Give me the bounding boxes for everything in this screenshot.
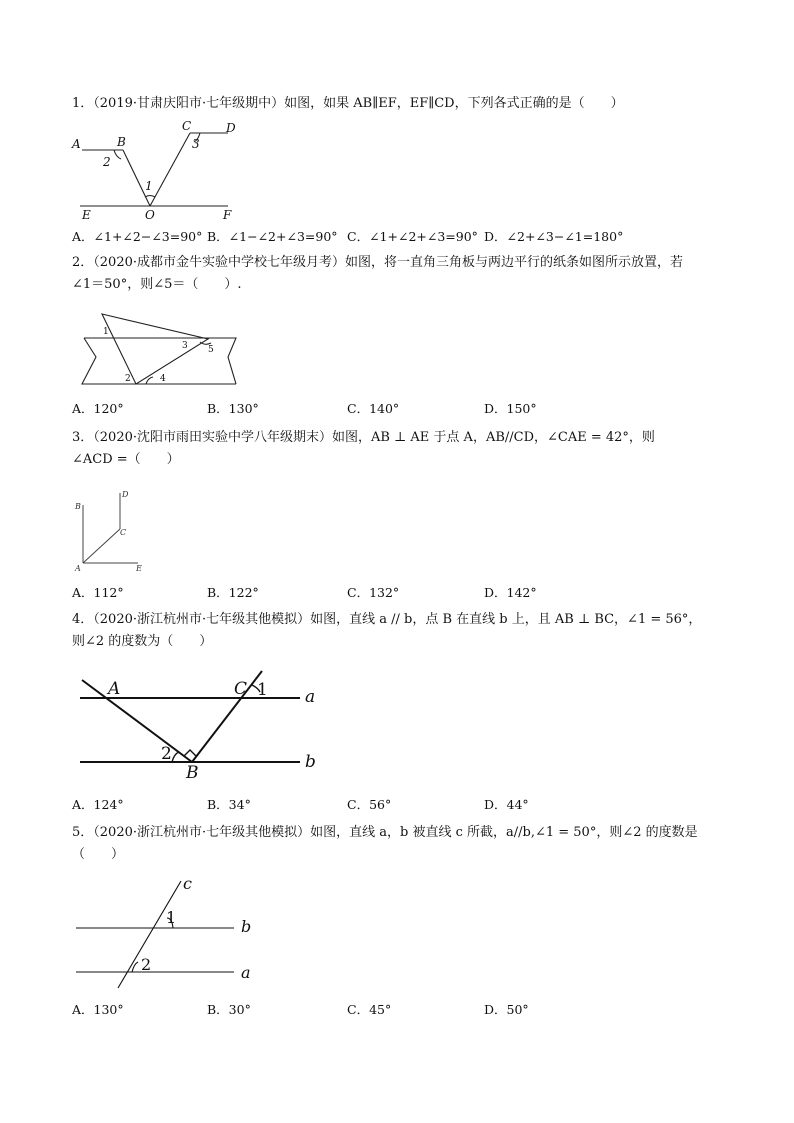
option-b[interactable]: B．130°: [207, 401, 259, 416]
right-angle-mark: [184, 750, 196, 756]
label-line-b: b: [305, 752, 316, 772]
option-a[interactable]: A．112°: [72, 585, 124, 600]
label-line-a: a: [241, 963, 251, 982]
label-b: B: [117, 135, 126, 149]
option-d[interactable]: D．∠2+∠3−∠1=180°: [484, 229, 624, 244]
question-3-text-line-1: 3．（2020·沈阳市雨田实验中学八年级期末）如图，AB ⊥ AE 于点 A，AB//CD，∠CAE = 42°，则: [72, 430, 655, 445]
label-angle-3: 3: [182, 341, 188, 351]
option-b[interactable]: B．∠1−∠2+∠3=90°: [207, 229, 338, 244]
label-a: A: [72, 137, 81, 151]
option-a[interactable]: A．∠1+∠2−∠3=90°: [72, 229, 203, 244]
label-c: C: [120, 528, 127, 537]
option-c[interactable]: C．132°: [347, 585, 400, 600]
label-line-b: b: [241, 917, 252, 936]
label-angle-1: 1: [257, 680, 268, 700]
question-2-text-line-1: 2．（2020·成都市金牛实验中学校七年级月考）如图，将一直角三角板与两边平行的纸条如图所示放置，若: [72, 255, 683, 270]
label-b-point: B: [186, 763, 199, 783]
option-a[interactable]: A．124°: [72, 797, 124, 812]
question-2-figure: [78, 310, 244, 390]
line-bc: [192, 671, 262, 762]
question-1-figure: [70, 118, 250, 222]
label-f: F: [223, 208, 232, 222]
label-angle-1: 1: [103, 327, 109, 337]
label-d: D: [122, 490, 129, 499]
label-b: B: [75, 502, 81, 511]
angle-2-arc: [172, 752, 179, 762]
option-d[interactable]: D．44°: [484, 797, 529, 812]
question-3: [72, 427, 722, 471]
label-angle-5: 5: [208, 345, 214, 355]
option-b[interactable]: B．30°: [207, 1002, 251, 1017]
angle-4-arc: [146, 377, 153, 384]
label-angle-2: 2: [141, 955, 152, 974]
segment-co: [150, 133, 190, 206]
label-angle-1: 1: [145, 179, 153, 193]
question-1: [72, 93, 722, 115]
option-a[interactable]: A．130°: [72, 1002, 124, 1017]
label-angle-4: 4: [160, 374, 166, 384]
question-5-figure: [72, 874, 262, 992]
label-c: C: [182, 119, 192, 133]
question-1-text: 1．（2019·甘肃庆阳市·七年级期中）如图，如果 AB∥EF，EF∥CD，下列各式正确的是（ ）: [72, 96, 624, 111]
label-angle-2: 2: [103, 155, 111, 169]
label-a: A: [75, 564, 81, 573]
label-angle-2: 2: [161, 744, 172, 764]
angle-1-arc: [145, 196, 155, 198]
option-a[interactable]: A．120°: [72, 401, 124, 416]
segment-ac: [83, 529, 120, 563]
option-d[interactable]: D．50°: [484, 1002, 529, 1017]
question-5-text-line-2: （ ）: [72, 847, 125, 862]
label-d: D: [226, 121, 236, 135]
question-2: [72, 252, 722, 296]
option-d[interactable]: D．142°: [484, 585, 537, 600]
angle-2-arc: [114, 150, 121, 159]
question-5: [72, 822, 722, 866]
question-2-text-line-2: ∠1＝50°，则∠5＝（ ）.: [72, 277, 242, 292]
label-c-point: C: [234, 679, 248, 699]
question-4-text-line-1: 4．（2020·浙江杭州市·七年级其他模拟）如图，直线 a // b，点 B 在直线 b 上，且 AB ⊥ BC，∠1 = 56°，: [72, 612, 702, 627]
question-5-text-line-1: 5．（2020·浙江杭州市·七年级其他模拟）如图，直线 a，b 被直线 c 所截，a//b,∠1 = 50°，则∠2 的度数是: [72, 825, 698, 840]
option-c[interactable]: C．140°: [347, 401, 400, 416]
question-4: [72, 609, 722, 653]
label-line-c: c: [183, 874, 192, 893]
label-o: O: [145, 208, 155, 222]
label-e: E: [82, 208, 91, 222]
label-angle-2: 2: [125, 374, 131, 384]
label-e: E: [136, 564, 142, 573]
question-4-text-line-2: 则∠2 的度数为（ ）: [72, 634, 213, 649]
label-angle-3: 3: [192, 137, 200, 151]
option-b[interactable]: B．122°: [207, 585, 259, 600]
option-c[interactable]: C．∠1+∠2+∠3=90°: [347, 229, 478, 244]
option-b[interactable]: B．34°: [207, 797, 251, 812]
line-ab: [82, 680, 192, 762]
label-line-a: a: [305, 687, 316, 707]
segment-bo: [123, 150, 150, 206]
option-c[interactable]: C．56°: [347, 797, 392, 812]
question-3-text-line-2: ∠ACD =（ ）: [72, 452, 180, 467]
option-c[interactable]: C．45°: [347, 1002, 392, 1017]
label-a-point: A: [108, 679, 121, 699]
label-angle-1: 1: [166, 908, 177, 927]
triangle-ruler: [102, 314, 208, 384]
question-3-figure: [70, 485, 160, 577]
question-4-figure: [76, 668, 326, 782]
option-d[interactable]: D．150°: [484, 401, 537, 416]
